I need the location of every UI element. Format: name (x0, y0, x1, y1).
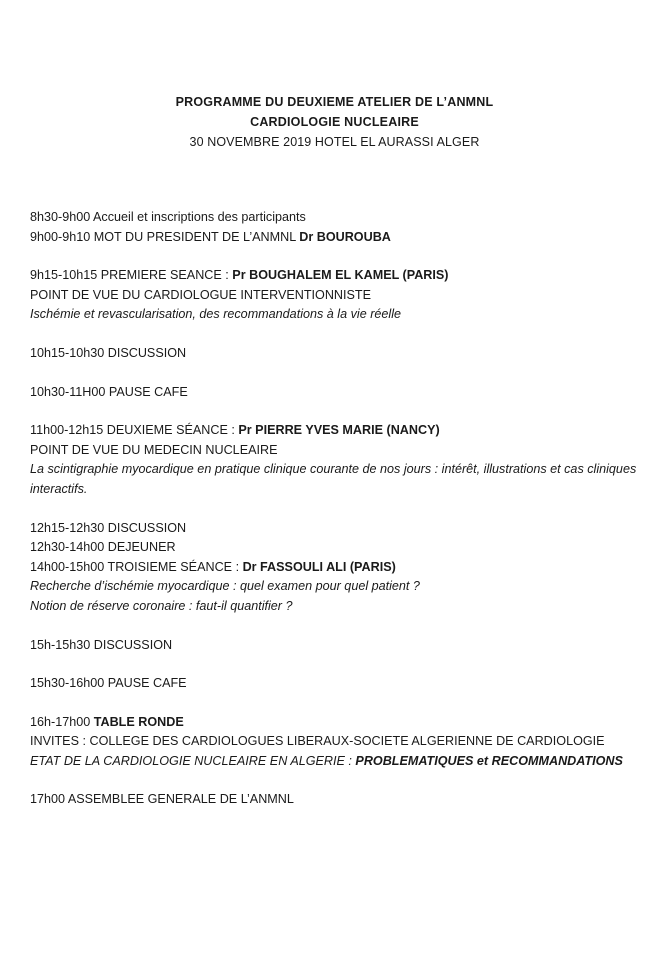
programme-line (30, 421, 639, 441)
programme-block (30, 208, 639, 247)
line-text-italic: Recherche d’ischémie myocardique : quel examen pour quel patient ? (30, 579, 420, 594)
programme-line (30, 305, 639, 325)
line-text: 17h00 ASSEMBLEE GENERALE DE L’ANMNL (30, 792, 294, 807)
block-spacer (30, 500, 639, 519)
programme-line (30, 597, 639, 617)
line-text: 11h00-12h15 DEUXIEME SÉANCE : (30, 423, 239, 438)
document-header (30, 92, 639, 152)
programme-block (30, 519, 639, 617)
line-text: 15h30-16h00 PAUSE CAFE (30, 676, 187, 691)
programme-line (30, 538, 639, 558)
block-spacer (30, 617, 639, 636)
line-text: POINT DE VUE DU MEDECIN NUCLEAIRE (30, 442, 278, 457)
programme-block (30, 383, 639, 403)
line-text-italic: La scintigraphie myocardique en pratique clinique courante de nos jours : intérêt, illustrations et cas cliniques interactifs. (30, 462, 640, 496)
programme-line (30, 577, 639, 597)
programme-line (30, 344, 639, 364)
programme-block (30, 421, 639, 499)
block-spacer (30, 771, 639, 790)
programme-line (30, 286, 639, 306)
block-spacer (30, 247, 639, 266)
programme-body (30, 208, 639, 810)
block-spacer (30, 694, 639, 713)
programme-line (30, 441, 639, 461)
header-title-line-1: PROGRAMME DU DEUXIEME ATELIER DE L’ANMNL (175, 95, 494, 109)
programme-line (30, 790, 639, 810)
line-text: 15h-15h30 DISCUSSION (30, 637, 173, 652)
programme-block (30, 713, 639, 772)
line-text: 8h30-9h00 Accueil et inscriptions des participants (30, 210, 306, 224)
line-text: POINT DE VUE DU CARDIOLOGUE INTERVENTIONNISTE (30, 287, 372, 302)
programme-line (30, 266, 639, 286)
line-text-bold: Pr BOUGHALEM EL KAMEL (PARIS) (232, 268, 449, 283)
programme-line (30, 713, 639, 733)
line-text-bold: Dr BOUROUBA (299, 229, 391, 244)
line-text-bold: TABLE RONDE (93, 714, 184, 729)
line-text-italic: Ischémie et revascularisation, des recommandations à la vie réelle (30, 307, 401, 322)
programme-line (30, 208, 639, 228)
line-text-italic: ETAT DE LA CARDIOLOGIE NUCLEAIRE EN ALGERIE : (30, 753, 356, 768)
line-text: 9h15-10h15 PREMIERE SEANCE : (30, 268, 233, 283)
programme-block (30, 674, 639, 694)
programme-block (30, 790, 639, 810)
programme-line (30, 519, 639, 539)
line-text: 10h15-10h30 DISCUSSION (30, 345, 187, 360)
programme-line (30, 460, 639, 499)
programme-block (30, 636, 639, 656)
block-spacer (30, 364, 639, 383)
block-spacer (30, 325, 639, 344)
line-text-italic: Notion de réserve coronaire : faut-il quantifier ? (30, 598, 293, 613)
line-text: INVITES : COLLEGE DES CARDIOLOGUES LIBERAUX-SOCIETE ALGERIENNE DE CARDIOLOGIE (30, 734, 605, 749)
line-text: 12h30-14h00 DEJEUNER (30, 540, 176, 555)
programme-line (30, 558, 639, 578)
line-text: 14h00-15h00 TROISIEME SÉANCE : (30, 559, 243, 574)
line-text: 16h-17h00 (30, 714, 94, 729)
programme-line (30, 674, 639, 694)
programme-line (30, 636, 639, 656)
block-spacer (30, 655, 639, 674)
line-text: 12h15-12h30 DISCUSSION (30, 520, 187, 535)
programme-line (30, 752, 639, 772)
line-text-bold: Dr FASSOULI ALI (PARIS) (242, 559, 396, 574)
header-date-venue: 30 NOVEMBRE 2019 HOTEL EL AURASSI ALGER (189, 135, 480, 149)
programme-line (30, 228, 639, 248)
line-text-bold: Pr PIERRE YVES MARIE (NANCY) (238, 423, 440, 438)
line-text: 9h00-9h10 MOT DU PRESIDENT DE L’ANMNL (30, 229, 300, 244)
block-spacer (30, 402, 639, 421)
programme-block (30, 344, 639, 364)
programme-block (30, 266, 639, 325)
header-title-line-2: CARDIOLOGIE NUCLEAIRE (250, 115, 419, 129)
line-text: 10h30-11H00 PAUSE CAFE (30, 384, 188, 399)
line-text-bold-italic: PROBLEMATIQUES et RECOMMANDATIONS (355, 753, 623, 768)
programme-line (30, 732, 639, 752)
programme-line (30, 383, 639, 403)
